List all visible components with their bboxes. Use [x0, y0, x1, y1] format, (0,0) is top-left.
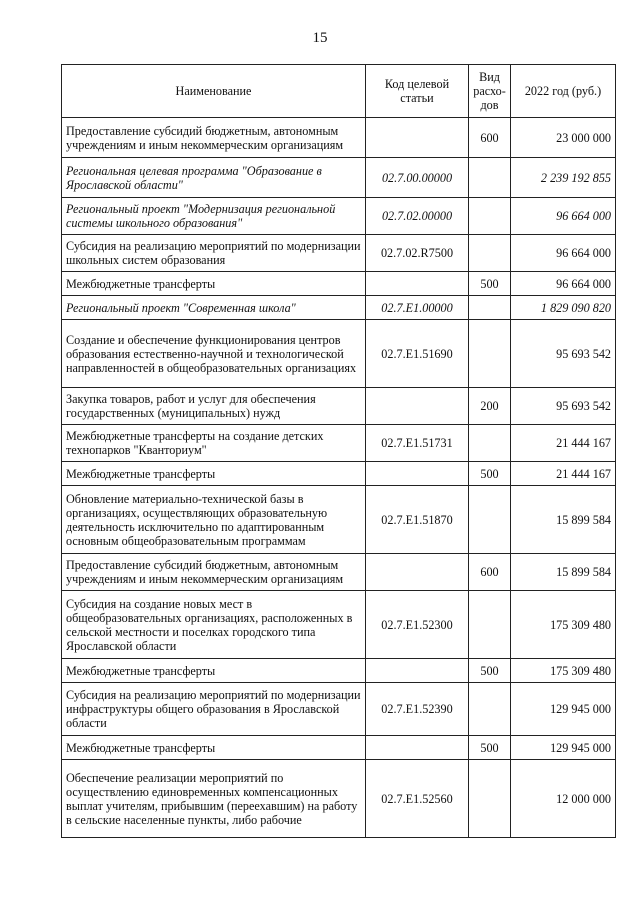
name-cell: Субсидия на реализацию мероприятий по модернизации школьных систем образования: [62, 235, 366, 272]
expense-type-cell: [469, 198, 511, 235]
amount-cell: 96 664 000: [511, 272, 616, 296]
amount-cell: 2 239 192 855: [511, 158, 616, 198]
name-cell: Региональный проект "Современная школа": [62, 296, 366, 320]
code-cell: 02.7.E1.52560: [366, 760, 469, 838]
table-row: [62, 591, 616, 659]
budget-table: [61, 64, 616, 838]
name-cell: Межбюджетные трансферты на создание детских технопарков "Кванториум": [62, 425, 366, 462]
amount-cell: 95 693 542: [511, 320, 616, 388]
code-cell: 02.7.02.00000: [366, 198, 469, 235]
header-amount: 2022 год (руб.): [511, 65, 616, 118]
amount-cell: 129 945 000: [511, 736, 616, 760]
code-cell: 02.7.E1.51731: [366, 425, 469, 462]
name-cell: Субсидия на создание новых мест в общеобразовательных организациях, расположенных в сельской местности и поселках городского типа Ярославской области: [62, 591, 366, 659]
amount-cell: 21 444 167: [511, 425, 616, 462]
name-cell: Обеспечение реализации мероприятий по осуществлению единовременных компенсационных выплат учителям, прибывшим (переехавшим) на работу в сельские населенные пункты, либо рабочие: [62, 760, 366, 838]
table-row: [62, 760, 616, 838]
amount-cell: 12 000 000: [511, 760, 616, 838]
name-cell: Закупка товаров, работ и услуг для обеспечения государственных (муниципальных) нужд: [62, 388, 366, 425]
name-cell: Субсидия на реализацию мероприятий по модернизации инфраструктуры общего образования в Ярославской области: [62, 683, 366, 736]
amount-cell: 1 829 090 820: [511, 296, 616, 320]
table-row: [62, 388, 616, 425]
table-row: [62, 118, 616, 158]
page-number: 15: [312, 30, 328, 46]
amount-cell: 21 444 167: [511, 462, 616, 486]
table-row: [62, 462, 616, 486]
name-cell: Региональный проект "Модернизация региональной системы школьного образования": [62, 198, 366, 235]
name-cell: Межбюджетные трансферты: [62, 659, 366, 683]
expense-type-cell: 200: [469, 388, 511, 425]
code-cell: 02.7.E1.00000: [366, 296, 469, 320]
amount-cell: 15 899 584: [511, 554, 616, 591]
code-cell: [366, 554, 469, 591]
expense-type-cell: [469, 235, 511, 272]
table-row: [62, 554, 616, 591]
amount-cell: 175 309 480: [511, 591, 616, 659]
name-cell: Межбюджетные трансферты: [62, 736, 366, 760]
table-row: [62, 659, 616, 683]
amount-cell: 129 945 000: [511, 683, 616, 736]
expense-type-cell: 500: [469, 462, 511, 486]
expense-type-cell: [469, 683, 511, 736]
name-cell: Предоставление субсидий бюджетным, автономным учреждениям и иным некоммерческим организациям: [62, 554, 366, 591]
table-row: [62, 158, 616, 198]
expense-type-cell: 500: [469, 736, 511, 760]
name-cell: Создание и обеспечение функционирования центров образования естественно-научной и технологической направленностей в общеобразовательных организациях: [62, 320, 366, 388]
table-row: [62, 272, 616, 296]
expense-type-cell: [469, 296, 511, 320]
expense-type-cell: 500: [469, 659, 511, 683]
amount-cell: 15 899 584: [511, 486, 616, 554]
table-row: [62, 736, 616, 760]
expense-type-cell: [469, 320, 511, 388]
expense-type-cell: [469, 591, 511, 659]
amount-cell: 23 000 000: [511, 118, 616, 158]
amount-cell: 95 693 542: [511, 388, 616, 425]
code-cell: 02.7.E1.52300: [366, 591, 469, 659]
code-cell: [366, 388, 469, 425]
header-code: Код целевой статьи: [366, 65, 469, 118]
name-cell: Межбюджетные трансферты: [62, 462, 366, 486]
expense-type-cell: [469, 158, 511, 198]
code-cell: [366, 659, 469, 683]
table-row: [62, 425, 616, 462]
amount-cell: 175 309 480: [511, 659, 616, 683]
expense-type-cell: [469, 486, 511, 554]
code-cell: 02.7.E1.51690: [366, 320, 469, 388]
code-cell: 02.7.E1.51870: [366, 486, 469, 554]
expense-type-cell: [469, 425, 511, 462]
name-cell: Обновление материально-технической базы в организациях, осуществляющих образовательную деятельность исключительно по адаптированным основным общеобразовательным программам: [62, 486, 366, 554]
header-type: Вид расхо-дов: [469, 65, 511, 118]
code-cell: [366, 462, 469, 486]
expense-type-cell: 500: [469, 272, 511, 296]
code-cell: [366, 118, 469, 158]
expense-type-cell: 600: [469, 118, 511, 158]
code-cell: [366, 736, 469, 760]
table-row: [62, 486, 616, 554]
table-row: [62, 198, 616, 235]
code-cell: 02.7.E1.52390: [366, 683, 469, 736]
amount-cell: 96 664 000: [511, 198, 616, 235]
code-cell: 02.7.02.R7500: [366, 235, 469, 272]
name-cell: Межбюджетные трансферты: [62, 272, 366, 296]
table-header-row: [62, 65, 616, 118]
table-row: [62, 683, 616, 736]
expense-type-cell: 600: [469, 554, 511, 591]
code-cell: [366, 272, 469, 296]
name-cell: Региональная целевая программа "Образование в Ярославской области": [62, 158, 366, 198]
table-row: [62, 320, 616, 388]
expense-type-cell: [469, 760, 511, 838]
name-cell: Предоставление субсидий бюджетным, автономным учреждениям и иным некоммерческим организациям: [62, 118, 366, 158]
amount-cell: 96 664 000: [511, 235, 616, 272]
code-cell: 02.7.00.00000: [366, 158, 469, 198]
table-row: [62, 296, 616, 320]
header-name: Наименование: [62, 65, 366, 118]
table-row: [62, 235, 616, 272]
